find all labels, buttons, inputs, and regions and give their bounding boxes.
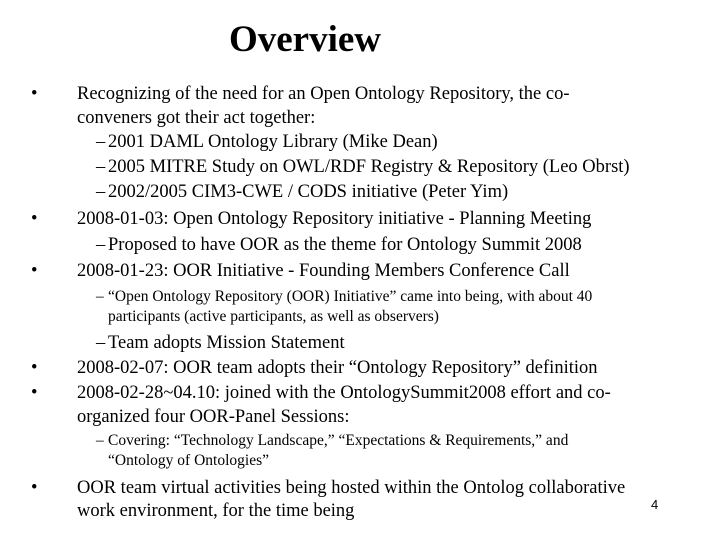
list-item-text: participants (active participants, as well as observers): [108, 308, 439, 325]
list-item-text: conveners got their act together:: [77, 108, 316, 128]
slide-title: Overview: [228, 19, 382, 60]
list-item-text: “Ontology of Ontologies”: [108, 452, 270, 469]
list-item-text: Recognizing of the need for an Open Ontology Repository, the co-: [77, 84, 570, 104]
bullet-icon: •: [31, 478, 38, 498]
list-item-text: Covering: “Technology Landscape,” “Expectations & Requirements,” and: [108, 432, 569, 449]
list-item-text: Team adopts Mission Statement: [108, 333, 345, 353]
list-item-text: Proposed to have OOR as the theme for Ontology Summit 2008: [108, 235, 582, 255]
dash-icon: –: [96, 432, 104, 449]
list-item-text: 2008-02-07: OOR team adopts their “Ontology Repository” definition: [77, 358, 598, 378]
bullet-icon: •: [31, 383, 38, 403]
list-item-text: 2005 MITRE Study on OWL/RDF Registry & Repository (Leo Obrst): [108, 157, 630, 177]
bullet-icon: •: [31, 261, 38, 281]
dash-icon: –: [96, 288, 104, 305]
list-item-text: 2008-01-03: Open Ontology Repository initiative - Planning Meeting: [77, 209, 592, 229]
dash-icon: –: [96, 182, 106, 202]
list-item-text: 2001 DAML Ontology Library (Mike Dean): [108, 132, 438, 152]
dash-icon: –: [96, 235, 106, 255]
list-item-text: work environment, for the time being: [77, 501, 355, 521]
page-number: 4: [651, 497, 659, 512]
list-item-text: 2002/2005 CIM3-CWE / CODS initiative (Peter Yim): [108, 182, 509, 202]
dash-icon: –: [96, 157, 106, 177]
dash-icon: –: [96, 333, 106, 353]
bullet-icon: •: [31, 358, 38, 378]
list-item-text: 2008-01-23: OOR Initiative - Founding Members Conference Call: [77, 261, 570, 281]
list-item-text: organized four OOR-Panel Sessions:: [77, 407, 350, 427]
bullet-icon: •: [31, 84, 38, 104]
bullet-icon: •: [31, 209, 38, 229]
list-item-text: 2008-02-28~04.10: joined with the OntologySummit2008 effort and co-: [77, 383, 611, 403]
list-item-text: OOR team virtual activities being hosted within the Ontolog collaborative: [77, 478, 626, 498]
dash-icon: –: [96, 132, 106, 152]
list-item-text: “Open Ontology Repository (OOR) Initiative” came into being, with about 40: [108, 288, 593, 305]
